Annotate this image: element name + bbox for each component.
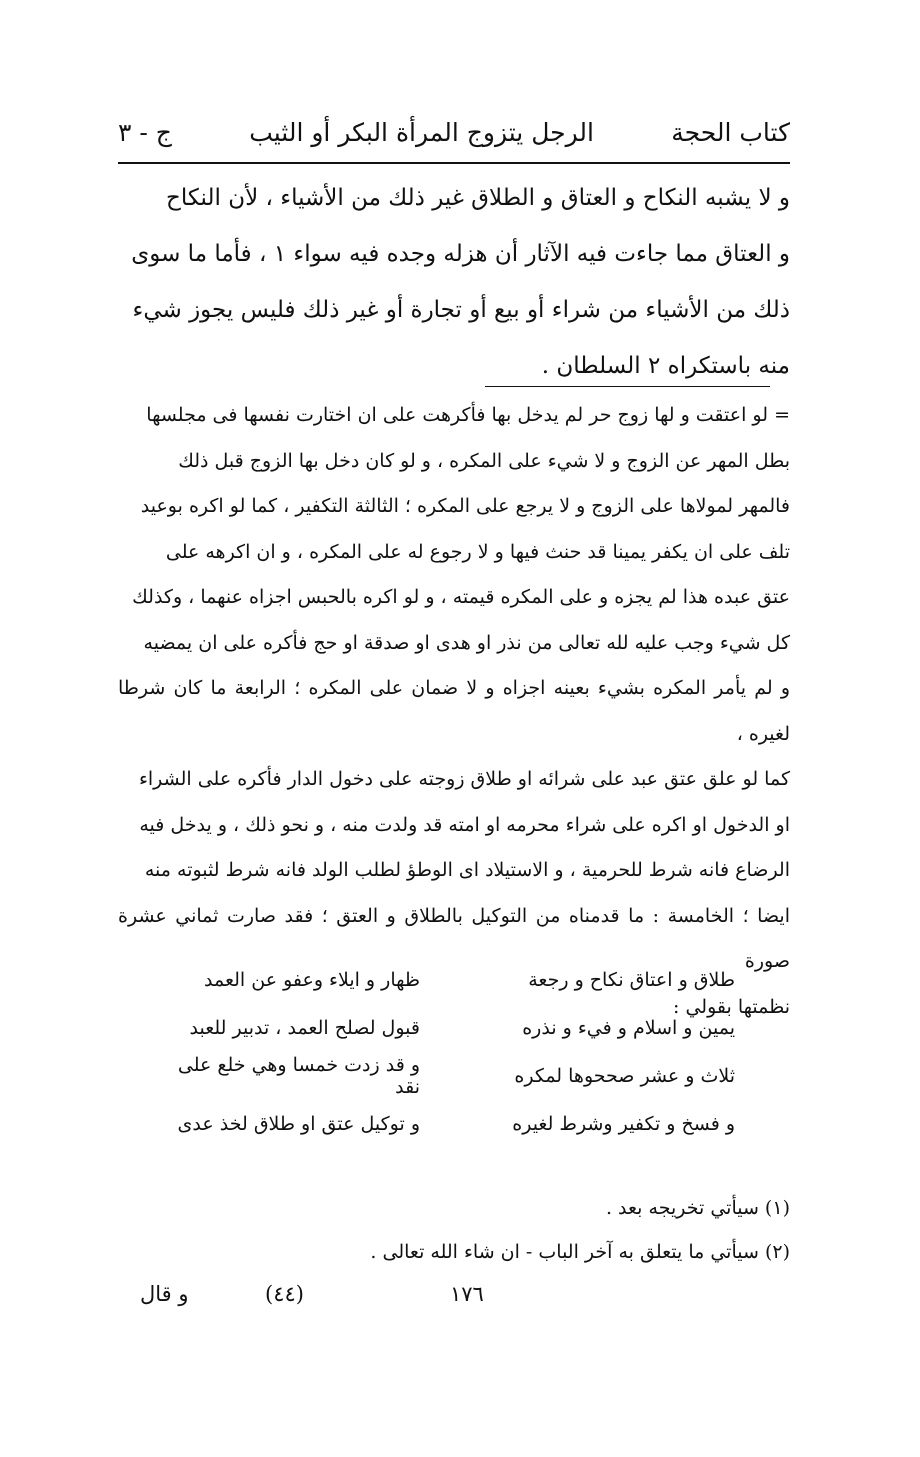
footnote-line: نظمتها بقولي : xyxy=(673,995,790,1018)
page-number: ١٧٦ xyxy=(450,1282,484,1306)
poem-verse xyxy=(175,1100,735,1148)
main-line: و العتاق مما جاءت فيه الآثار أن هزله وجده فيه سواء ١ ، فأما ما سوى xyxy=(131,241,790,267)
second-hemistich: و قد زدت خمسا وهي خلع على نقد xyxy=(177,1054,420,1098)
first-hemistich: و فسخ و تكفير وشرط لغيره xyxy=(512,1113,735,1135)
main-text xyxy=(118,170,790,394)
first-hemistich: يمين و اسلام و فيء و نذره xyxy=(522,1017,735,1039)
poem-verse xyxy=(175,1052,735,1100)
footnote-line: تلف على ان يكفر يمينا قد حنث فيها و لا رجوع له على المكره ، و ان اكرهه على xyxy=(165,540,790,563)
footnote-line: كل شيء وجب عليه لله تعالى من نذر او هدى او صدقة او حج فأكره على ان يمضيه xyxy=(143,631,790,654)
header-rule xyxy=(118,162,790,164)
catchword: و قال xyxy=(140,1282,189,1306)
poem-verse xyxy=(175,1004,735,1052)
running-header xyxy=(118,112,790,152)
second-hemistich: و توكيل عتق او طلاق لخذ عدى xyxy=(177,1113,420,1135)
main-line: ذلك من الأشياء من شراء أو بيع أو تجارة أو غير ذلك فليس يجوز شيء xyxy=(132,297,790,323)
footnote-line: كما لو علق عتق عبد على شرائه او طلاق زوجته على دخول الدار فأكره على الشراء xyxy=(138,768,790,790)
footnote-line: او الدخول او اكره على شراء محرمه او امته قد ولدت منه ، و نحو ذلك ، و يدخل فيه xyxy=(139,813,790,836)
footnote-line: و لم يأمر المكره بشيء بعينه اجزاه و لا ضمان على المكره ؛ الرابعة ما كان شرطا لغيره ، xyxy=(118,677,790,745)
footnote-line: بطل المهر عن الزوج و لا شيء على المكره ، و لو كان دخل بها الزوج قبل ذلك xyxy=(178,449,790,472)
second-hemistich: قبول لصلح العمد ، تدبير للعبد xyxy=(189,1017,420,1039)
footnote-2: (٢) سيأتي ما يتعلق به آخر الباب - ان شاء الله تعالى . xyxy=(370,1241,790,1263)
footnote-rule xyxy=(485,386,770,387)
first-hemistich: ثلاث و عشر صححوها لمكره xyxy=(514,1065,735,1087)
book-title: كتاب الحجة xyxy=(671,117,790,147)
footnotes xyxy=(118,1186,790,1274)
poem-verse xyxy=(175,956,735,1004)
first-hemistich: طلاق و اعتاق نكاح و رجعة xyxy=(528,969,735,991)
footnote-1: (١) سيأتي تخريجه بعد . xyxy=(605,1197,790,1219)
footnote-line: ايضا ؛ الخامسة : ما قدمناه من التوكيل بالطلاق و العتق ؛ فقد صارت ثماني عشرة صورة xyxy=(118,904,790,972)
page-footer xyxy=(140,1282,800,1322)
second-hemistich: ظهار و ايلاء وعفو عن العمد xyxy=(204,969,420,991)
footnote-line: عتق عبده هذا لم يجزه و على المكره قيمته ، و لو اكره بالحبس اجزاه عنهما ، وكذلك xyxy=(132,586,790,608)
chapter-title: الرجل يتزوج المرأة البكر أو الثيب xyxy=(249,117,594,147)
volume-number: ج - ٣ xyxy=(118,117,172,147)
signature-mark: (٤٤) xyxy=(265,1282,304,1306)
footnote-line: فالمهر لمولاها على الزوج و لا يرجع على المكره ؛ الثالثة التكفير ، كما لو اكره بوعيد xyxy=(140,495,790,517)
main-line: و لا يشبه النكاح و العتاق و الطلاق غير ذلك من الأشياء ، لأن النكاح xyxy=(166,185,790,211)
poem xyxy=(175,956,735,1148)
footnote-continuation xyxy=(118,393,790,1030)
footnote-line: = لو اعتقت و لها زوج حر لم يدخل بها فأكرهت على ان اختارت نفسها فى مجلسها xyxy=(146,404,790,426)
footnote-line: الرضاع فانه شرط للحرمية ، و الاستيلاد اى الوطؤ لطلب الولد فانه شرط لثبوته منه xyxy=(144,859,790,881)
main-line: منه باستكراه ٢ السلطان . xyxy=(541,353,790,379)
